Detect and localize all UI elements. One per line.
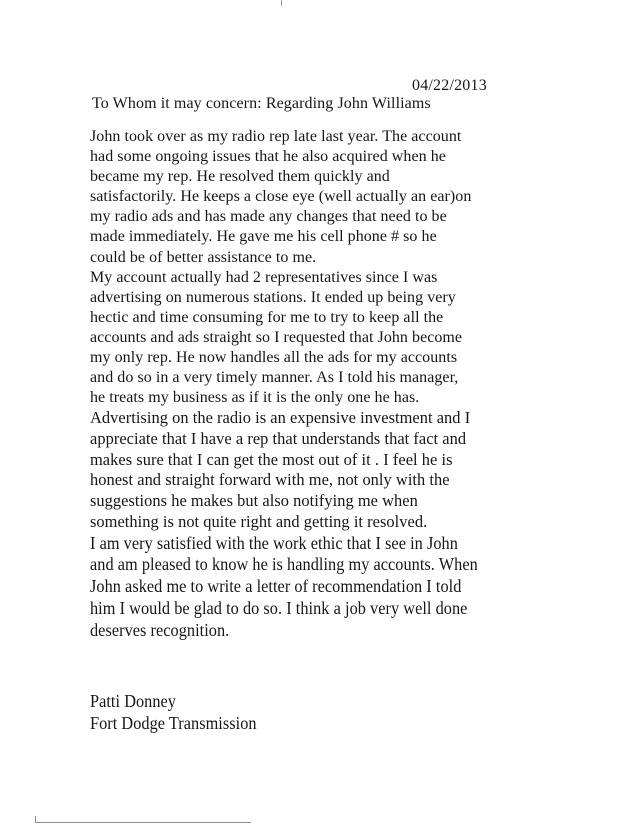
paragraph-4 [90,533,590,642]
body-line: I am very satisfied with the work ethic that I see in John [90,532,458,553]
body-line: appreciate that I have a rep that understands that fact and [90,429,467,449]
paragraph-2 [90,268,590,409]
signature-block [90,690,269,734]
body-line: could be of better assistance to me. [90,248,317,266]
body-line: Advertising on the radio is an expensive investment and I [90,408,471,428]
body-line: deserves recognition. [90,619,230,640]
body-line: my only rep. He now handles all the ads for my accounts [90,349,458,367]
body-line: and do so in a very timely manner. As I told his manager, [90,369,459,387]
body-line: him I would be glad to do so. I think a job very well done [90,597,468,618]
body-line: suggestions he makes but also notifying me when [90,491,418,511]
paragraph-3 [90,408,590,532]
paragraph-1 [90,127,590,268]
body-line: and am pleased to know he is handling my accounts. When [90,554,478,575]
signer-name: Patti Donney [90,691,176,711]
body-line: John asked me to write a letter of recommendation I told [90,576,462,597]
body-line: became my rep. He resolved them quickly and [90,168,390,186]
body-line: made immediately. He gave me his cell phone # so he [90,228,437,246]
body-line: accounts and ads straight so I requested that John become [90,328,463,346]
body-line: advertising on numerous stations. It ended up being very [90,288,456,306]
letter-date: 04/22/2013 [412,77,487,94]
body-line: he treats my business as if it is the only one he has. [90,389,420,407]
body-line: My account actually had 2 representatives since I was [90,268,438,286]
signer-company: Fort Dodge Transmission [90,713,257,733]
body-line: satisfactorily. He keeps a close eye (well actually an ear)on [90,188,472,206]
body-line: John took over as my radio rep late last year. The account [90,128,462,145]
scan-edge-line [35,822,251,823]
scan-mark [281,0,282,6]
body-line: hectic and time consuming for me to try to keep all the [90,308,444,326]
body-line: my radio ads and has made any changes that need to be [90,208,447,226]
salutation: To Whom it may concern: Regarding John Williams [92,95,431,112]
body-line: something is not quite right and getting it resolved. [90,511,428,531]
body-line: honest and straight forward with me, not only with the [90,470,450,490]
body-line: makes sure that I can get the most out of it . I feel he is [90,449,453,469]
letter-body [90,127,590,642]
body-line: had some ongoing issues that he also acquired when he [90,148,446,166]
